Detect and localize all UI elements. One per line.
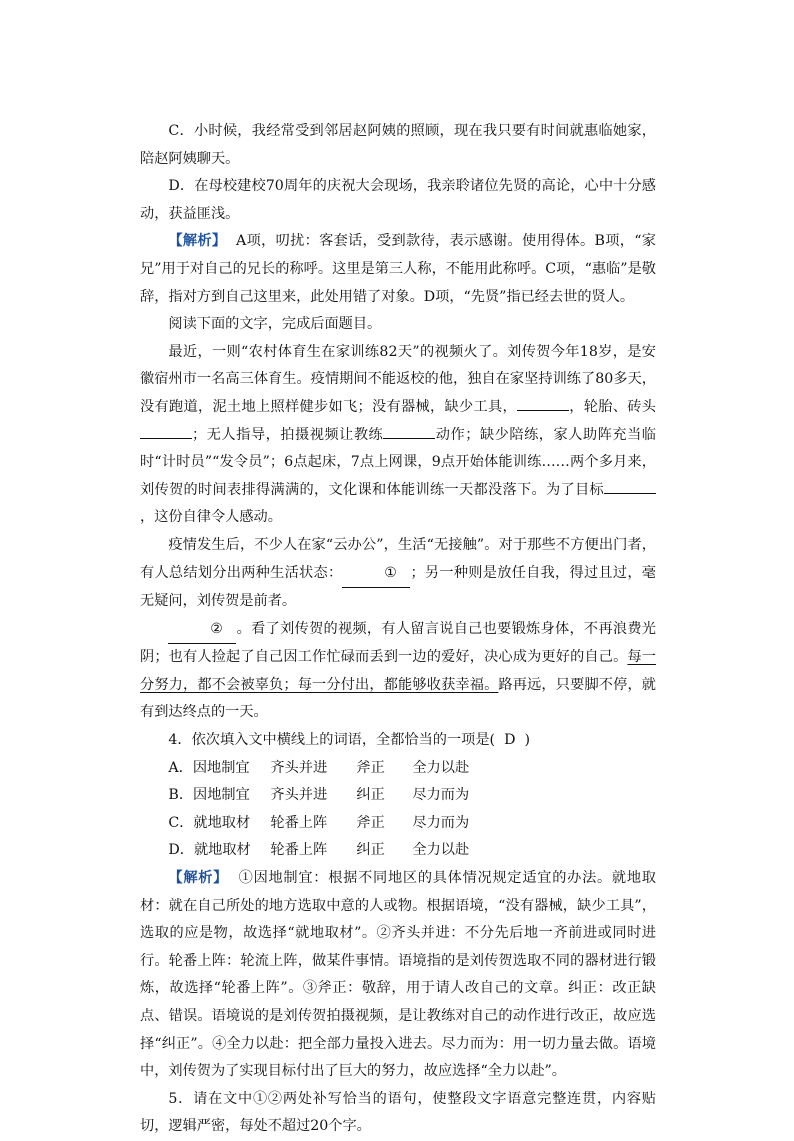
option-row-d: D．就地取材 轮番上阵 纠正 全力以赴 xyxy=(168,842,470,859)
question-4-stem: 4．依次填入文中横线上的词语，全都恰当的一项是( D ) xyxy=(168,732,531,749)
option-row-a: A．因地制宜 齐头并进 斧正 全力以赴 xyxy=(168,759,470,776)
option-d: D．在母校建校70周年的庆祝大会现场，我亲聆诸位先贤的高论，心中十分感动，获益匪浅。 xyxy=(140,178,656,222)
analysis-text: A项，叨扰：客套话，受到款待，表示感谢。使用得体。B项，“家兄”用于对自己的兄长的称呼。这里是第三人称，不能用此称呼。C项，“惠临”是敬辞，指对方到自己这里来，此处用错了对象。D项，“先贤”指已经去世的贤人。 xyxy=(140,233,656,305)
reading-paragraph-2: 疫情发生后，不少人在家“云办公”，生活“无接触”。对于那些不方便出门者，有人总结划分出两种生活状态： ① ；另一种则是放任自我，得过且过，毫无疑问，刘传贺是前者。 xyxy=(140,536,656,610)
analysis-prev xyxy=(140,228,656,311)
option-c: C．小时候，我经常受到邻居赵阿姨的照顾，现在我只要有时间就惠临她家，陪赵阿姨聊天。 xyxy=(140,123,656,167)
blank-line xyxy=(604,477,656,494)
reading-paragraph-1: 最近，一则“农村体育生在家训练82天”的视频火了。刘传贺今年18岁，是安徽宿州市一名高三体育生。疫情期间不能返校的他，独自在家坚持训练了80多天，没有跑道，泥土地上照样健步如飞；没有器械，缺少工具， ，轮胎、砖头；无人指导，拍摄视频让教练 动作；缺少陪练，家人助阵充当临时“计时员”“发令员”；6点起床，7点上网课，9点开始体能训练……两个多月来，刘传贺的时间表排得满满的，文化课和体能训练一天都没落下。为了目标，这份自律令人感动。 xyxy=(140,343,656,526)
question-5-stem: 5．请在文中①②两处补写恰当的语句，使整段文字语意完整连贯，内容贴切，逻辑严密，每处不超过20个字。 xyxy=(140,1090,656,1135)
document-page xyxy=(140,118,656,1141)
analysis-tag: 【解析】 xyxy=(168,233,227,250)
blank-line xyxy=(383,422,435,439)
reading-paragraph-3: ② 。看了刘传贺的视频，有人留言说自己也要锻炼身体，不再浪费光阴；也有人捡起了自己因工作忙碌而丢到一边的爱好，决心成为更好的自己。每一分努力，都不会被辜负；每一分付出，都能够收获幸福。路再远，只要脚不停，就有到达终点的一天。 xyxy=(140,616,656,727)
blank-line xyxy=(140,422,192,439)
option-row-c: C．就地取材 轮番上阵 斧正 尽力而为 xyxy=(168,814,470,831)
blank-2: ② xyxy=(168,616,236,645)
blank-line xyxy=(517,394,569,411)
analysis-tag: 【解析】 xyxy=(168,870,229,887)
underlined-sentence: 每一分努力，都不会被辜负；每一分付出，都能够收获幸福。 xyxy=(140,649,656,693)
reading-instruction: 阅读下面的文字，完成后面题目。 xyxy=(168,316,382,333)
analysis-q4 xyxy=(140,865,656,1086)
question-4-answer: D xyxy=(504,732,516,749)
option-row-b: B．因地制宜 齐头并进 纠正 尽力而为 xyxy=(168,787,470,804)
blank-1: ① xyxy=(342,560,410,589)
analysis-text: ①因地制宜：根据不同地区的具体情况规定适宜的办法。就地取材：就在自己所处的地方选取中意的人或物。根据语境，“没有器械，缺少工具”，选取的应是物，故选择“就地取材”。②齐头并进：不分先后地一齐前进或同时进行。轮番上阵：轮流上阵，做某件事情。语境指的是刘传贺选取不同的器材进行锻炼，故选择“轮番上阵”。③斧正：敬辞，用于请人改自己的文章。纠正：改正缺点、错误。语境说的是刘传贺拍摄视频，是让教练对自己的动作进行改正，故应选择“纠正”。④全力以赴：把全部力量投入进去。尽力而为：用一切力量去做。语境中，刘传贺为了实现目标付出了巨大的努力，故应选择“全力以赴”。 xyxy=(140,870,656,1080)
